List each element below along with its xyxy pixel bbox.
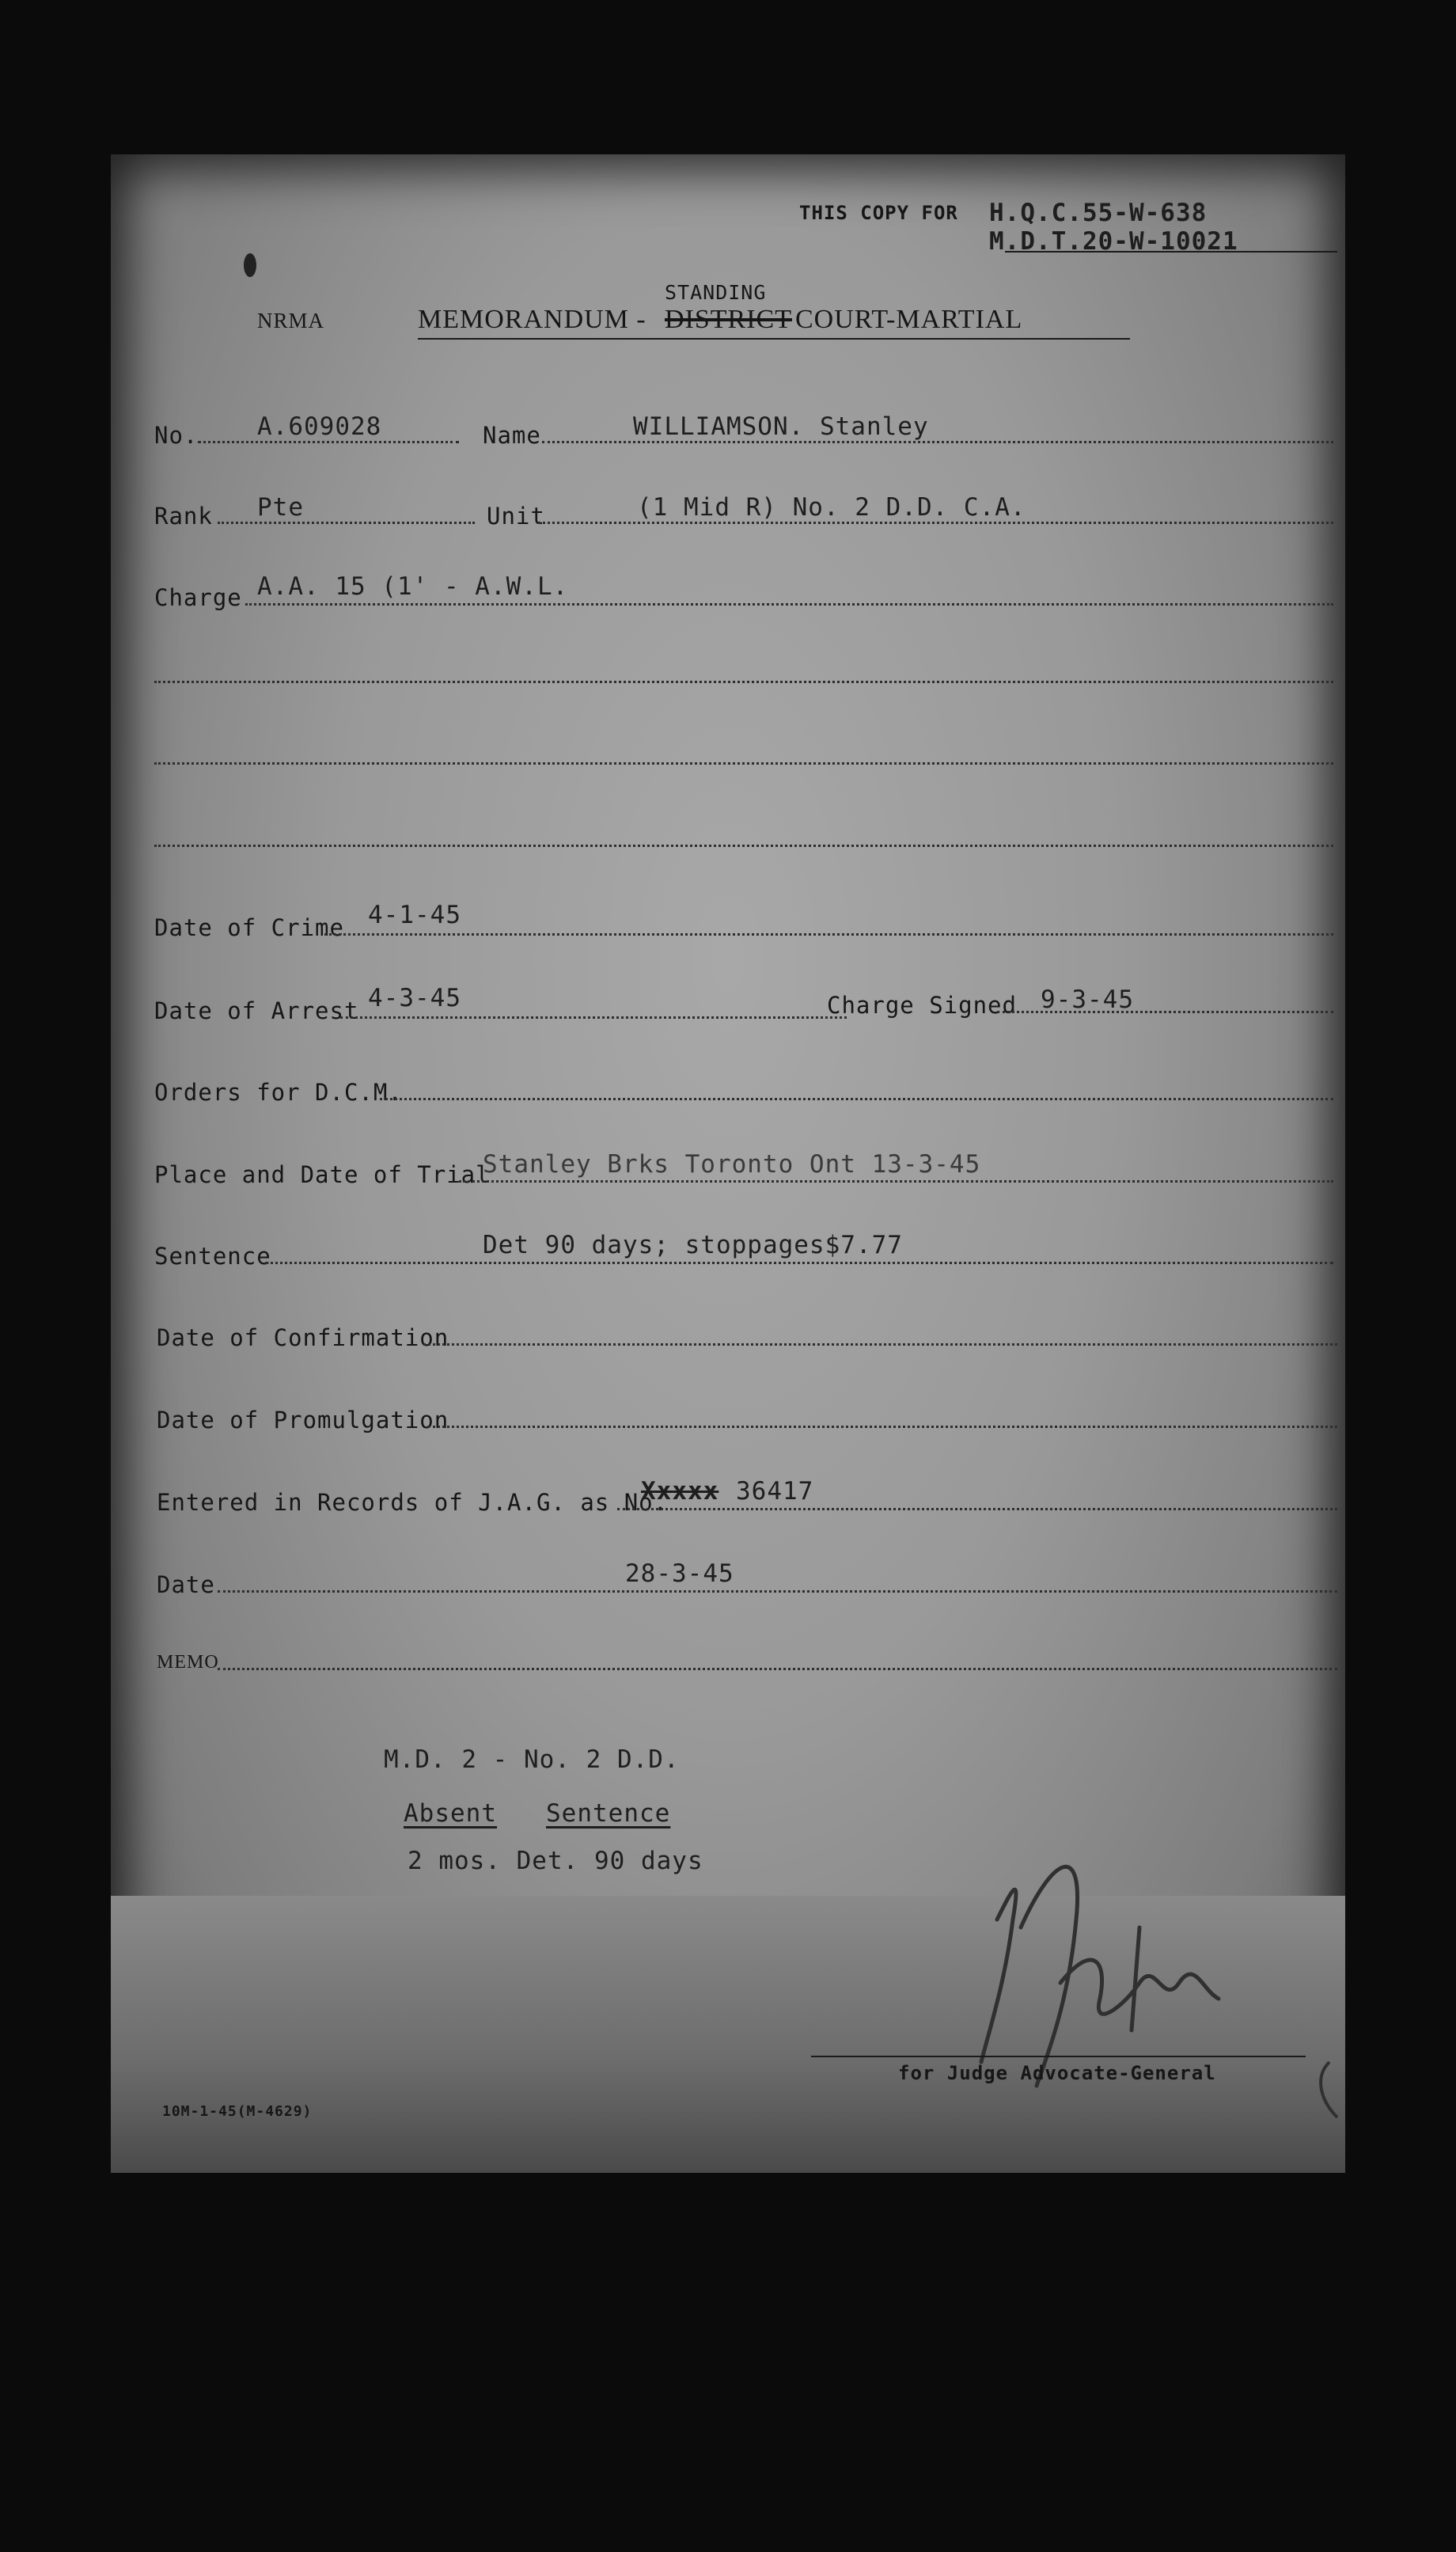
place-date-line [459, 1180, 1333, 1183]
ink-mark [244, 253, 256, 277]
document-card [111, 154, 1345, 2173]
inserted-word: STANDING [665, 281, 767, 304]
jag-value: 36417 [736, 1477, 814, 1506]
name-label: Name [483, 422, 541, 449]
no-line [198, 441, 459, 443]
nrma-tag: NRMA [257, 309, 325, 332]
date-of-crime-line [324, 933, 1333, 936]
date-of-arrest-label: Date of Arrest [154, 997, 359, 1024]
md-file-number: M.D.T.20-W-10021 [989, 227, 1238, 256]
promulgation-line [427, 1426, 1337, 1428]
orders-label: Orders for D.C.M. [154, 1079, 403, 1106]
date-line [218, 1590, 1337, 1593]
name-line [542, 441, 1333, 443]
confirmation-line [423, 1343, 1337, 1346]
charge-line-3 [154, 762, 1333, 765]
signature-line [811, 2056, 1306, 2057]
signature-caption: for Judge Advocate-General [898, 2062, 1216, 2084]
unit-value: (1 Mid R) No. 2 D.D. C.A. [637, 493, 1026, 522]
md-underline [1005, 251, 1337, 253]
orders-line [380, 1098, 1333, 1100]
jag-label: Entered in Records of J.A.G. as No. [157, 1489, 669, 1516]
sentence-line [265, 1262, 1333, 1264]
memorandum-title-suffix: COURT-MARTIAL [795, 305, 1023, 334]
date-of-crime-label: Date of Crime [154, 914, 344, 941]
hq-file-number: H.Q.C.55-W-638 [989, 199, 1208, 227]
promulgation-label: Date of Promulgation [157, 1407, 449, 1434]
memo-label: MEMO [157, 1652, 219, 1673]
unit-label: Unit [487, 503, 545, 530]
no-value: A.609028 [257, 412, 382, 441]
memo-line-1: M.D. 2 - No. 2 D.D. [384, 1745, 680, 1774]
copy-for-label: THIS COPY FOR [799, 202, 958, 224]
sentence-label: Sentence [154, 1243, 271, 1270]
form-number: 10M-1-45(M-4629) [162, 2103, 313, 2120]
charge-value: A.A. 15 (1' - A.W.L. [257, 572, 569, 601]
struck-word: DISTRICT [665, 305, 792, 334]
memorandum-title-prefix: MEMORANDUM - [418, 305, 646, 334]
charge-line-2 [154, 681, 1333, 683]
charge-line [245, 603, 1333, 606]
memo-line-3: 2 mos. Det. 90 days [408, 1847, 703, 1875]
rank-label: Rank [154, 503, 213, 530]
place-date-value: Stanley Brks Toronto Ont 13-3-45 [483, 1150, 981, 1179]
memo-line [218, 1668, 1337, 1670]
no-label: No. [154, 422, 199, 449]
signature-image [902, 1825, 1345, 2141]
date-of-crime-value: 4-1-45 [368, 901, 461, 929]
charge-signed-label: Charge Signed [827, 992, 1017, 1019]
rank-value: Pte [257, 493, 304, 522]
charge-signed-value: 9-3-45 [1041, 985, 1134, 1014]
charge-label: Charge [154, 584, 242, 611]
sentence-value: Det 90 days; stoppages$7.77 [483, 1231, 903, 1259]
jag-struck: Xxxxx [641, 1477, 719, 1506]
title-underline [418, 338, 1130, 340]
confirmation-label: Date of Confirmation [157, 1324, 449, 1351]
place-date-label: Place and Date of Trial [154, 1161, 491, 1188]
date-of-arrest-line [340, 1016, 847, 1019]
rank-line [218, 522, 475, 524]
date-value: 28-3-45 [625, 1559, 734, 1588]
date-of-arrest-value: 4-3-45 [368, 984, 461, 1012]
memo-col-sentence: Sentence [546, 1799, 671, 1828]
unit-line [538, 522, 1333, 524]
memo-col-absent: Absent [404, 1799, 497, 1828]
name-value: WILLIAMSON. Stanley [633, 412, 929, 441]
jag-line [617, 1508, 1337, 1510]
charge-line-4 [154, 845, 1333, 847]
date-label: Date [157, 1571, 215, 1598]
